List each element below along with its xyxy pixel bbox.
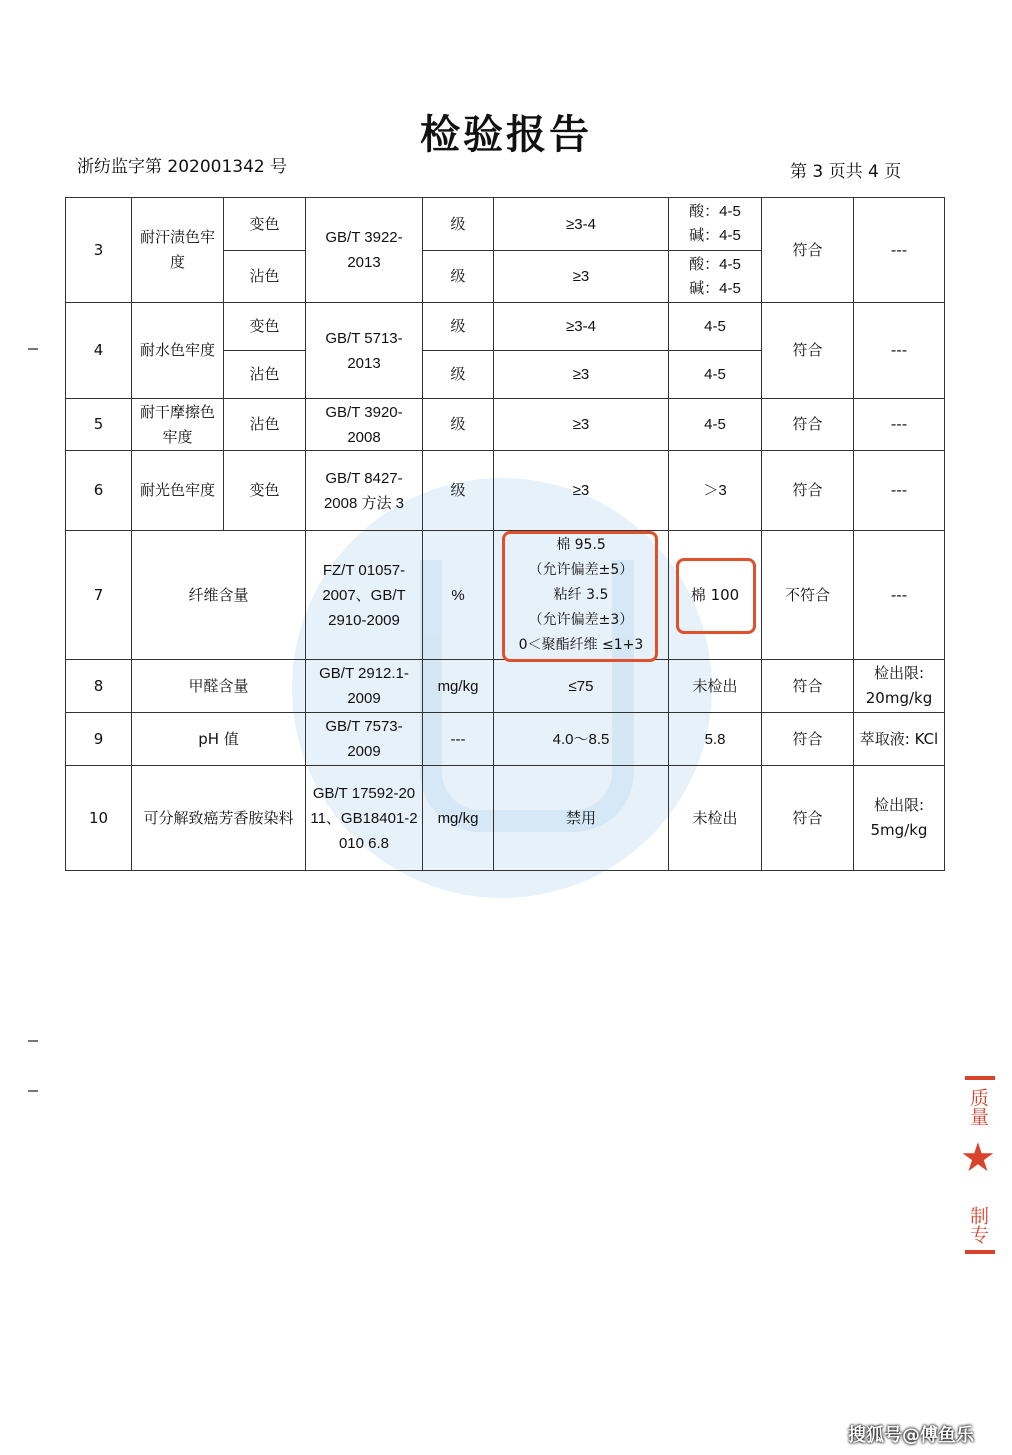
result-acid: 酸：4-5 (689, 203, 741, 220)
unit: --- (423, 713, 494, 766)
unit: % (423, 531, 494, 660)
requirement-line: 0＜聚酯纤维 ≤1+3 (518, 636, 644, 653)
judgement: 符合 (762, 660, 854, 713)
unit: 级 (423, 351, 494, 399)
test-method: GB/T 8427-2008 方法 3 (306, 451, 423, 531)
table-row (66, 198, 945, 251)
report-number: 浙纺监字第 202001342 号 (77, 157, 288, 177)
table-row (66, 766, 945, 871)
result: 4-5 (669, 303, 762, 351)
page-number: 第 3 页共 4 页 (790, 162, 902, 182)
test-item: 耐干摩擦色牢度 (132, 399, 224, 451)
result-highlight-box (676, 558, 756, 634)
test-method: GB/T 17592-2011、GB18401-2010 6.8 (306, 766, 423, 871)
scan-mark (28, 1040, 38, 1042)
row-number: 10 (66, 766, 132, 871)
unit: 级 (423, 303, 494, 351)
requirement: ≥3 (494, 351, 669, 399)
table-row (66, 399, 945, 451)
result-alkali: 碱：4-5 (689, 227, 741, 244)
sub-item: 变色 (224, 303, 306, 351)
seal-border (965, 1250, 995, 1254)
test-item: 耐光色牢度 (132, 451, 224, 531)
sub-item: 沾色 (224, 351, 306, 399)
row-number: 7 (66, 531, 132, 660)
judgement: 符合 (762, 766, 854, 871)
requirement: ≥3-4 (494, 198, 669, 251)
seal-text-bottom: 制专 (967, 1206, 989, 1244)
judgement: 符合 (762, 713, 854, 766)
result (669, 251, 762, 303)
table-row (66, 713, 945, 766)
remark: --- (854, 451, 945, 531)
requirement: ≥3-4 (494, 303, 669, 351)
result: 4-5 (669, 399, 762, 451)
test-method: GB/T 3920-2008 (306, 399, 423, 451)
remark: 检出限: 20mg/kg (854, 660, 945, 713)
judgement: 符合 (762, 303, 854, 399)
judgement: 符合 (762, 399, 854, 451)
test-method: GB/T 2912.1-2009 (306, 660, 423, 713)
table-row (66, 660, 945, 713)
requirement-line: （允许偏差±5） (528, 561, 634, 578)
unit: 级 (423, 251, 494, 303)
test-item: 耐水色牢度 (132, 303, 224, 399)
test-method: GB/T 3922-2013 (306, 198, 423, 303)
test-item: 甲醛含量 (132, 660, 306, 713)
result-alkali: 碱：4-5 (689, 279, 741, 297)
row-number: 3 (66, 198, 132, 303)
scan-mark (28, 348, 38, 350)
judgement: 不符合 (762, 531, 854, 660)
remark: 检出限: 5mg/kg (854, 766, 945, 871)
sub-item: 变色 (224, 198, 306, 251)
unit: 级 (423, 399, 494, 451)
test-method: FZ/T 01057-2007、GB/T 2910-2009 (306, 531, 423, 660)
test-item: 纤维含量 (132, 531, 306, 660)
remark: --- (854, 399, 945, 451)
result-acid: 酸：4-5 (689, 255, 741, 273)
result: 4-5 (669, 351, 762, 399)
sub-item: 变色 (224, 451, 306, 531)
sub-item: 沾色 (224, 399, 306, 451)
requirement-line: 粘纤 3.5 (553, 586, 609, 603)
requirement-highlight-box (502, 531, 658, 662)
judgement: 符合 (762, 198, 854, 303)
remark: 萃取液: KCl (854, 713, 945, 766)
test-item: 可分解致癌芳香胺染料 (132, 766, 306, 871)
result: 5.8 (669, 713, 762, 766)
result: 未检出 (669, 766, 762, 871)
result: ＞3 (669, 451, 762, 531)
table-row (66, 451, 945, 531)
test-item: 耐汗渍色牢度 (132, 198, 224, 303)
test-method: GB/T 7573-2009 (306, 713, 423, 766)
unit: mg/kg (423, 766, 494, 871)
remark: --- (854, 303, 945, 399)
unit: mg/kg (423, 660, 494, 713)
row-number: 6 (66, 451, 132, 531)
requirement: 4.0～8.5 (494, 713, 669, 766)
row-number: 9 (66, 713, 132, 766)
remark: --- (854, 198, 945, 303)
row-number: 5 (66, 399, 132, 451)
unit: 级 (423, 451, 494, 531)
requirement: ≥3 (494, 251, 669, 303)
row-number: 4 (66, 303, 132, 399)
requirement: ≥3 (494, 399, 669, 451)
requirement-line: 棉 95.5 (556, 536, 606, 553)
row-number: 8 (66, 660, 132, 713)
unit: 级 (423, 198, 494, 251)
requirement: ≤75 (494, 660, 669, 713)
requirement: 禁用 (494, 766, 669, 871)
requirement-line: （允许偏差±3） (528, 611, 634, 628)
requirement: ≥3 (494, 451, 669, 531)
watermark: 搜狐号@傅鱼乐 (848, 1425, 974, 1446)
result: 棉 100 (669, 531, 762, 660)
report-title: 检验报告 (420, 111, 592, 158)
seal-border (965, 1076, 995, 1080)
sub-item: 沾色 (224, 251, 306, 303)
judgement: 符合 (762, 451, 854, 531)
remark: --- (854, 531, 945, 660)
result: 未检出 (669, 660, 762, 713)
seal-text-top: 质量 (967, 1088, 989, 1126)
table-row (66, 303, 945, 351)
seal-star-icon: ★ (960, 1135, 996, 1181)
scan-mark (28, 1090, 38, 1092)
test-item: pH 值 (132, 713, 306, 766)
test-method: GB/T 5713-2013 (306, 303, 423, 399)
result (669, 198, 762, 251)
